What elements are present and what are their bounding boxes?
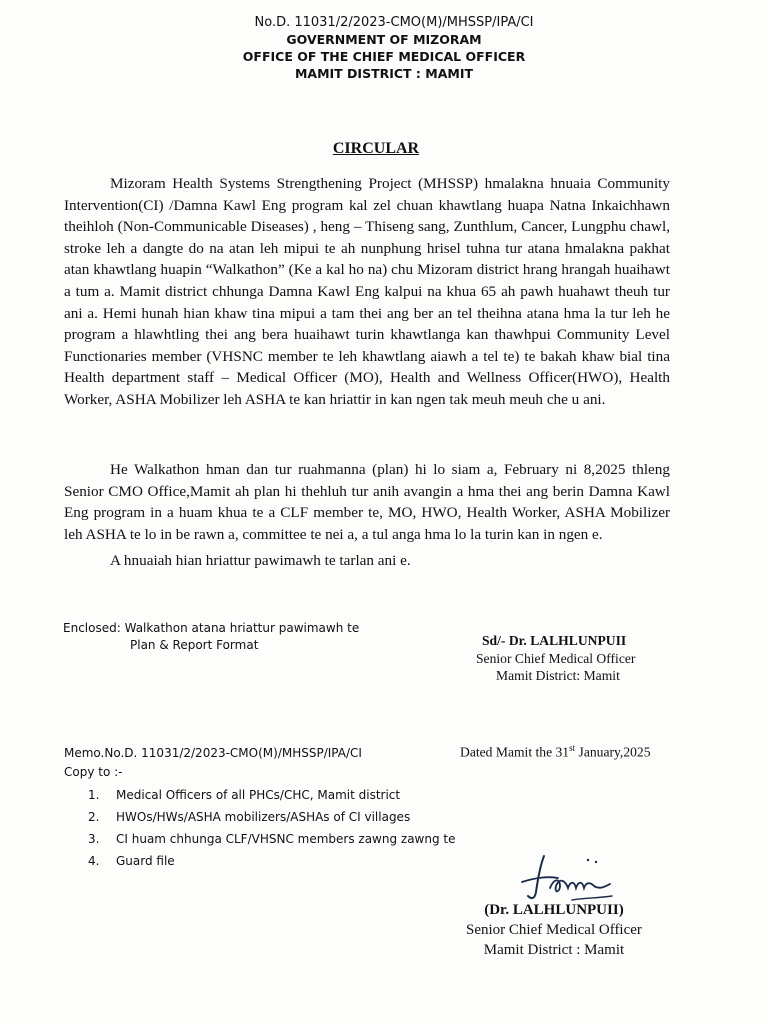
enclosures — [63, 620, 359, 654]
list-item: 1. Medical Officers of all PHCs/CHC, Mamit district — [88, 788, 401, 802]
enclosure-item-2: Plan & Report Format — [130, 638, 259, 652]
signatory-name: Sd/- Dr. LALHLUNPUII — [482, 633, 627, 648]
list-item: 4. Guard file — [88, 854, 175, 868]
government-line: GOVERNMENT OF MIZORAM — [286, 32, 482, 47]
signatory-district: Mamit District: Mamit — [496, 668, 620, 683]
signatory-designation: Senior Chief Medical Officer — [466, 922, 642, 938]
list-item: 3. CI huam chhunga CLF/VHSNC members zawng zawng te — [88, 832, 456, 846]
date-ordinal: st — [569, 743, 576, 753]
district-line: MAMIT DISTRICT : MAMIT — [294, 66, 474, 81]
copy-list — [88, 784, 456, 872]
enclosed-label: Enclosed: — [63, 621, 121, 635]
memo-date — [460, 740, 651, 761]
circular-title: CIRCULAR — [332, 140, 420, 157]
body-paragraph-1: Mizoram Health Systems Strengthening Project (MHSSP) hmalakna hnuaia Community Intervention(CI) /Damna Kawl Eng program kal zel chuan khawtlang huapa Natna Inkaichhawn theihloh (Non-Communicable Diseases) , heng – Thiseng sang, Zunthlum, Cancer, Lungphu chawl, stroke leh a dangte do na atan leh mipui te ah nunphung hrisel tuhna tur atana hmalakna pakhat atan khawtlang huapin “Walkathon” (Ke a kal ho na) chu Mizoram district hrang hrangah huaihawt a tum a. Mamit district chhunga Damna Kawl Eng kalpui na khua 65 ah pawh huahawt theuh tur ani a. Hemi hunah hian khaw tina mipui a tam thei ang ber an tel theihna atana hma la tur leh he program a hlawhtling thei ang bera huaihawt turin khawtlanga kan thawhpui Community Level Functionaries member (VHSNC member te leh khawtlang aiawh a tel te) te bakah khaw bial tina Health department staff – Medical Officer (MO), Health and Wellness Officer(HWO), Health Worker, ASHA Mobilizer leh ASHA te kan hriattir in kan ngen tak meuh meuh che u ani. — [64, 175, 670, 408]
reference-number: No.D. 11031/2/2023-CMO(M)/MHSSP/IPA/CI — [254, 15, 534, 30]
letterhead — [0, 14, 768, 82]
handwritten-signature — [514, 848, 624, 908]
date-suffix: January,2025 — [575, 744, 651, 760]
body-paragraph-3: A hnuaiah hian hriattur pawimawh te tarlan ani e. — [110, 552, 411, 569]
signatory-name: (Dr. LALHLUNPUII) — [484, 902, 624, 918]
enclosure-item-1: Walkathon atana hriattur pawimawh te — [124, 621, 360, 635]
signatory-block-bottom — [466, 900, 642, 960]
signatory-block-top — [476, 632, 635, 685]
memo-reference: Memo.No.D. 11031/2/2023-CMO(M)/MHSSP/IPA/CI — [64, 746, 362, 760]
list-item: 2. HWOs/HWs/ASHA mobilizers/ASHAs of CI villages — [88, 810, 411, 824]
signatory-designation: Senior Chief Medical Officer — [476, 650, 636, 666]
signatory-district: Mamit District : Mamit — [483, 942, 625, 958]
body-paragraph-2: He Walkathon hman dan tur ruahmanna (plan) hi lo siam a, February ni 8,2025 thleng Senior CMO Office,Mamit ah plan hi thehluh tur anih avangin a hma thei ang berin Damna Kawl Eng program in a huam khua te a CLF member te, MO, HWO, Health Worker, ASHA Mobilizer leh ASHA te lo in be rawn a, committee te nei a, a tul anga hma lo la turin kan in ngen e. — [64, 461, 670, 543]
copy-to-label: Copy to :- — [64, 765, 123, 779]
office-line: OFFICE OF THE CHIEF MEDICAL OFFICER — [242, 49, 526, 64]
date-prefix: Dated Mamit the 31 — [460, 744, 570, 760]
